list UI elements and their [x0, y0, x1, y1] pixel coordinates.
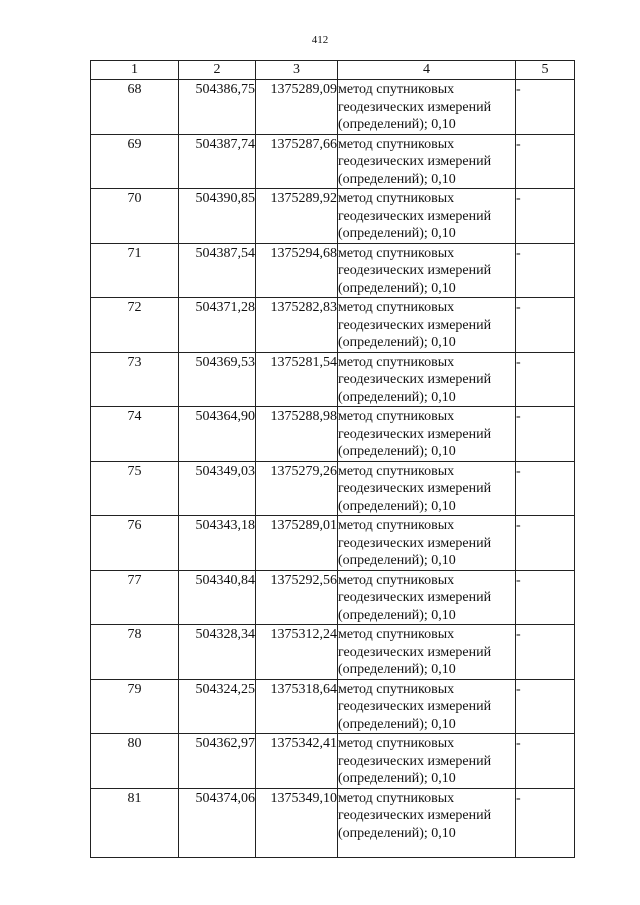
y-coordinate-cell: 1375289,01	[256, 516, 338, 571]
note-cell: -	[516, 80, 575, 135]
point-number-cell: 74	[91, 407, 179, 462]
x-coordinate-cell: 504324,25	[179, 679, 256, 734]
table-row	[91, 516, 575, 571]
table-row	[91, 352, 575, 407]
method-cell: метод спутниковых геодезических измерений (определений); 0,10	[338, 679, 516, 734]
header-row	[91, 61, 575, 80]
table-row	[91, 134, 575, 189]
y-coordinate-cell: 1375312,24	[256, 625, 338, 680]
point-number-cell: 69	[91, 134, 179, 189]
note-cell: -	[516, 461, 575, 516]
x-coordinate-cell: 504343,18	[179, 516, 256, 571]
point-number-cell: 77	[91, 570, 179, 625]
table-row	[91, 407, 575, 462]
method-cell: метод спутниковых геодезических измерений (определений); 0,10	[338, 570, 516, 625]
coordinates-table	[90, 60, 575, 858]
point-number-cell: 72	[91, 298, 179, 353]
y-coordinate-cell: 1375282,83	[256, 298, 338, 353]
x-coordinate-cell: 504340,84	[179, 570, 256, 625]
table-row	[91, 625, 575, 680]
note-cell: -	[516, 788, 575, 857]
method-cell: метод спутниковых геодезических измерений (определений); 0,10	[338, 625, 516, 680]
y-coordinate-cell: 1375288,98	[256, 407, 338, 462]
y-coordinate-cell: 1375279,26	[256, 461, 338, 516]
x-coordinate-cell: 504386,75	[179, 80, 256, 135]
y-coordinate-cell: 1375289,09	[256, 80, 338, 135]
point-number-cell: 80	[91, 734, 179, 789]
table-row	[91, 570, 575, 625]
y-coordinate-cell: 1375349,10	[256, 788, 338, 857]
x-coordinate-cell: 504349,03	[179, 461, 256, 516]
method-cell: метод спутниковых геодезических измерений (определений); 0,10	[338, 788, 516, 857]
table-row	[91, 243, 575, 298]
point-number-cell: 78	[91, 625, 179, 680]
x-coordinate-cell: 504387,54	[179, 243, 256, 298]
x-coordinate-cell: 504371,28	[179, 298, 256, 353]
method-cell: метод спутниковых геодезических измерений (определений); 0,10	[338, 352, 516, 407]
method-cell: метод спутниковых геодезических измерений (определений); 0,10	[338, 80, 516, 135]
x-coordinate-cell: 504387,74	[179, 134, 256, 189]
table-row	[91, 679, 575, 734]
method-cell: метод спутниковых геодезических измерений (определений); 0,10	[338, 734, 516, 789]
header-cell-2: 2	[179, 61, 256, 80]
note-cell: -	[516, 352, 575, 407]
note-cell: -	[516, 298, 575, 353]
method-cell: метод спутниковых геодезических измерений (определений); 0,10	[338, 243, 516, 298]
table-row	[91, 461, 575, 516]
table-row	[91, 189, 575, 244]
note-cell: -	[516, 407, 575, 462]
x-coordinate-cell: 504369,53	[179, 352, 256, 407]
y-coordinate-cell: 1375294,68	[256, 243, 338, 298]
point-number-cell: 70	[91, 189, 179, 244]
method-cell: метод спутниковых геодезических измерений (определений); 0,10	[338, 298, 516, 353]
y-coordinate-cell: 1375342,41	[256, 734, 338, 789]
y-coordinate-cell: 1375292,56	[256, 570, 338, 625]
method-cell: метод спутниковых геодезических измерений (определений); 0,10	[338, 134, 516, 189]
table-row	[91, 298, 575, 353]
header-cell-3: 3	[256, 61, 338, 80]
note-cell: -	[516, 189, 575, 244]
header-cell-4: 4	[338, 61, 516, 80]
table-row	[91, 80, 575, 135]
point-number-cell: 68	[91, 80, 179, 135]
point-number-cell: 79	[91, 679, 179, 734]
note-cell: -	[516, 625, 575, 680]
point-number-cell: 71	[91, 243, 179, 298]
note-cell: -	[516, 734, 575, 789]
y-coordinate-cell: 1375287,66	[256, 134, 338, 189]
page-number: 412	[311, 34, 329, 46]
x-coordinate-cell: 504364,90	[179, 407, 256, 462]
note-cell: -	[516, 679, 575, 734]
header-cell-5: 5	[516, 61, 575, 80]
point-number-cell: 81	[91, 788, 179, 857]
point-number-cell: 75	[91, 461, 179, 516]
y-coordinate-cell: 1375289,92	[256, 189, 338, 244]
y-coordinate-cell: 1375281,54	[256, 352, 338, 407]
y-coordinate-cell: 1375318,64	[256, 679, 338, 734]
table-body	[91, 80, 575, 858]
note-cell: -	[516, 243, 575, 298]
table-row	[91, 788, 575, 857]
table-row	[91, 734, 575, 789]
x-coordinate-cell: 504374,06	[179, 788, 256, 857]
note-cell: -	[516, 516, 575, 571]
method-cell: метод спутниковых геодезических измерений (определений); 0,10	[338, 189, 516, 244]
point-number-cell: 73	[91, 352, 179, 407]
method-cell: метод спутниковых геодезических измерений (определений); 0,10	[338, 461, 516, 516]
method-cell: метод спутниковых геодезических измерений (определений); 0,10	[338, 407, 516, 462]
note-cell: -	[516, 134, 575, 189]
x-coordinate-cell: 504362,97	[179, 734, 256, 789]
header-cell-1: 1	[91, 61, 179, 80]
point-number-cell: 76	[91, 516, 179, 571]
note-cell: -	[516, 570, 575, 625]
x-coordinate-cell: 504390,85	[179, 189, 256, 244]
x-coordinate-cell: 504328,34	[179, 625, 256, 680]
method-cell: метод спутниковых геодезических измерений (определений); 0,10	[338, 516, 516, 571]
